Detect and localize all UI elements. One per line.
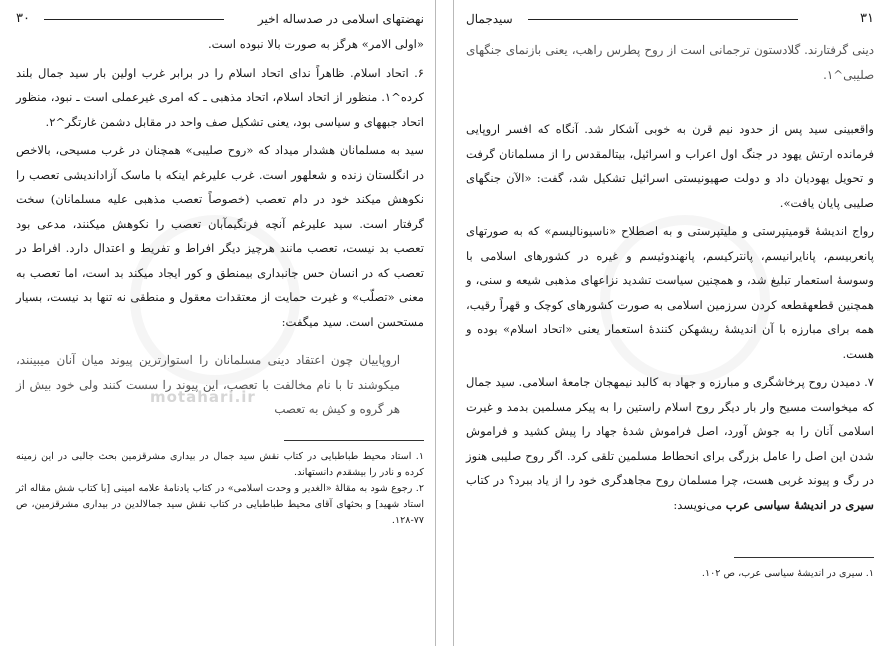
left-footnote-1: ۱. استاد محیط طباطبایی در کتاب نقش سید جمال در بیداری مشرقزمین بحث جالبی در این زمینه کرده و نادر را بیشقدم دانستهاند.	[16, 450, 424, 478]
left-paragraph-3: سید به مسلمانان هشدار میداد که «روح صلیبی» همچنان در غرب مسیحی، بالاخص در انگلستان زنده و شعلهور است. غرب علیرغم اینکه با ماسک آزاداندیشی تعصب را نکوهش میکند خود در دام تعصب (خصوصاً تعصب مذهبی علیه مسلمانان) سخت گرفتار است. سید علیرغم آنچه فرنگیمآبان تعصب را نکوهش میکنند، مدعی بود تعصب بد نیست، تعصب مانند هرچیز دیگر افراط و تفریط و اعتدال دارد. افراط در تعصب که در انسان حس جانبداری بیمنطق و کور ایجاد میکند بد است، اما تعصب به معنی «تصلّب» و غیرت حمایت از معتقدات معقول و منطقی نه تنها بد نیست، بسیار مستحسن است. سید میگفت:	[16, 143, 424, 329]
footnote-rule	[734, 557, 874, 558]
left-quote: اروپاییان چون اعتقاد دینی مسلمانان را استوارترین پیوند میان آنان میبینند، میکوشند تا با نام مخالفت با تعصب، این پیوند را سست کنند ولی خود بیش از هر گروه و کیش به تعصب	[16, 353, 400, 416]
left-page-header	[16, 10, 424, 32]
right-footnote-1: ۱. سیری در اندیشهٔ سیاسی عرب، ص ۱۰۲.	[701, 568, 874, 579]
watermark-left: motahari.ir	[150, 388, 256, 406]
right-paragraph-2: رواج اندیشهٔ قومیتپرستی و ملیتپرستی و به اصطلاح «ناسیونالیسم» که به صورتهای پانعربیسم، پانایرانیسم، پانترکیسم، پانهندوئیسم و غیره در کشورهای اسلامی با وسوسهٔ استعمار تبلیغ شد، و همچنین سیاست تشدید نزاعهای مذهبی شیعه و سنی، و همچنین قطعهقطعه کردن سرزمین اسلامی به صورت کشورهای کوچک و قهراً رقیب، همه برای مبارزه با آن اندیشهٔ ریشهکن کنندهٔ استعمار یعنی «اتحاد اسلام» بوده و هست.	[466, 224, 874, 361]
header-rule	[44, 19, 224, 20]
right-paragraph-1: واقعبینی سید پس از حدود نیم قرن به خوبی آشکار شد. آنگاه که افسر اروپایی فرمانده ارتش یهود در جنگ اول اعراب و اسرائیل، بیتالمقدس را از مسلمانان گرفت و تحویل یهودیان داد و دولت صهیونیستی اسرائیل تشکیل شد، گفت: «الآن جنگهای صلیبی پایان یافت».	[466, 122, 874, 210]
book-title-bold: سیری در اندیشهٔ سیاسی عرب	[725, 497, 874, 512]
right-paragraph-3	[466, 370, 874, 517]
left-paragraph-1: «اولی الامر» هرگز به صورت بالا نبوده است.	[208, 37, 424, 51]
left-footnotes	[16, 449, 424, 529]
left-footnote-2: ۲. رجوع شود به مقالهٔ «الغدیر و وحدت اسلامی» در کتاب یادنامهٔ علامه امینی [با کتاب شش مقاله اثر استاد شهید] و بحثهای آقای محیط طباطبایی در کتاب نقش سید جمالالدین در بیداری مشرقزمین، ص ۷۷-۱۲۸.	[16, 482, 424, 526]
right-page-header	[466, 10, 874, 32]
right-body	[466, 117, 874, 517]
right-paragraph-3-tail: می‌نویسد:	[673, 497, 726, 512]
left-running-title: نهضتهای اسلامی در صدساله اخیر	[257, 12, 424, 26]
book-gutter	[435, 0, 454, 646]
left-paragraph-2: ۶. اتحاد اسلام. ظاهراً ندای اتحاد اسلام را در برابر غرب اولین بار سید جمال بلند کرده^۱. منظور از اتحاد اسلام، اتحاد مذهبی ـ که امری غیرعملی است ـ نبود، منظور اتحاد جبههای و سیاسی بود، یعنی تشکیل صف واحد در مقابل دشمن غارتگر^۲.	[16, 65, 424, 129]
header-rule	[528, 19, 798, 20]
left-page-number: ۳۰	[16, 11, 30, 26]
right-running-title: سیدجمال	[466, 12, 513, 26]
right-quote: دینی گرفتارند. گلادستون ترجمانی است از روح پطرس راهب، یعنی بازنمای جنگهای صلیبی^۱.	[466, 43, 874, 82]
right-page-number: ۳۱	[860, 11, 874, 26]
left-page	[16, 0, 424, 646]
right-page	[466, 0, 874, 646]
right-paragraph-3-text: ۷. دمیدن روح پرخاشگری و مبارزه و جهاد به کالبد نیمهجان جامعهٔ اسلامی. سید جمال که میخواست مسیح وار بار دیگر روح اسلام راستین را به پیکر مسلمین بدمد و غیرت اسلامی آنان را به جوش آورد، اصل فراموش شدهٔ جهاد را پیش کشید و فراموش شدن این اصل را عامل بزرگی برای انحطاط مسلمین تلقی کرد. اگر روح صلیبی هنوز در رگ و پیوند غربی هست، چرا مسلمان روح مجاهدگری خود را از یاد ببرد؟ در کتاب	[466, 375, 874, 487]
footnote-rule	[284, 440, 424, 441]
left-body	[16, 32, 424, 334]
right-footnotes	[466, 566, 874, 582]
